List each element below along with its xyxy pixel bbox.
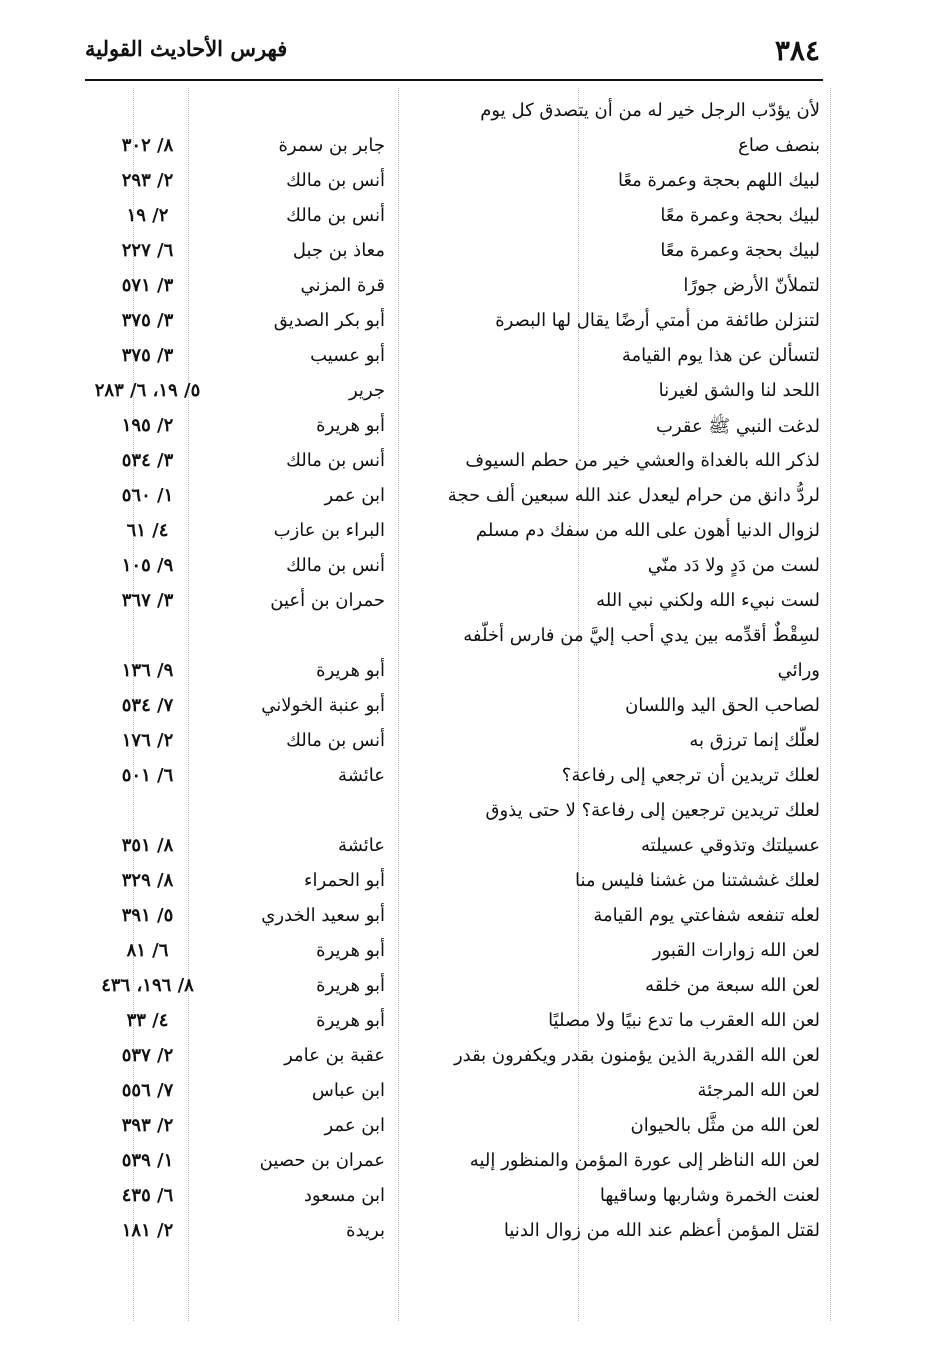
volume-page-ref: ٥/ ١٩، ٦/ ٢٨٣	[94, 380, 201, 401]
entry-line	[85, 96, 820, 131]
index-entry	[85, 411, 820, 446]
narrator-name: البراء بن عازب	[273, 520, 385, 541]
header-rule	[85, 79, 823, 81]
volume-page-ref: ٢/ ١٩	[126, 205, 169, 226]
entry-line	[85, 971, 820, 1006]
narrator-name: أبو هريرة	[316, 940, 385, 961]
hadith-text: لعنت الخمرة وشاربها وساقيها	[599, 1185, 820, 1206]
entry-line	[85, 621, 820, 656]
hadith-text: لعن الله القدرية الذين يؤمنون بقدر ويكفرون بقدر	[453, 1045, 820, 1066]
narrator-name: عائشة	[338, 765, 385, 786]
entry-line	[85, 376, 820, 411]
volume-page-ref: ٢/ ١٧٦	[121, 730, 174, 751]
narrator-name: أبو هريرة	[316, 415, 385, 436]
volume-page-ref: ٦/ ٤٣٥	[121, 1185, 174, 1206]
index-entry	[85, 866, 820, 901]
volume-page-ref: ٢/ ١٨١	[121, 1220, 174, 1241]
volume-page-ref: ٢/ ٢٩٣	[121, 170, 174, 191]
hadith-index-list	[85, 96, 820, 1251]
volume-page-ref: ٨/ ١٩٦، ٤٣٦	[101, 975, 194, 996]
narrator-name: أنس بن مالك	[286, 555, 385, 576]
volume-page-ref: ٥/ ٣٩١	[121, 905, 174, 926]
index-entry	[85, 1006, 820, 1041]
hadith-text: لعن الله من مثَّل بالحيوان	[630, 1115, 820, 1136]
index-entry	[85, 1111, 820, 1146]
narrator-name: جابر بن سمرة	[278, 135, 385, 156]
hadith-text: لعن الله سبعة من خلقه	[645, 975, 820, 996]
entry-line	[85, 1111, 820, 1146]
narrator-name: جرير	[349, 380, 385, 401]
index-entry	[85, 761, 820, 796]
index-entry	[85, 691, 820, 726]
entry-line	[85, 1041, 820, 1076]
volume-page-ref: ٩/ ١٠٥	[121, 555, 174, 576]
volume-page-ref: ٣/ ٣٧٥	[121, 310, 174, 331]
entry-line	[85, 201, 820, 236]
volume-page-ref: ٤/ ٦١	[126, 520, 169, 541]
index-entry	[85, 201, 820, 236]
narrator-name: أنس بن مالك	[286, 730, 385, 751]
hadith-text: عسيلتك وتذوقي عسيلته	[641, 835, 820, 856]
narrator-name: ابن عباس	[311, 1080, 385, 1101]
hadith-text: لدغت النبي ﷺ عقرب	[655, 416, 820, 437]
entry-line	[85, 306, 820, 341]
index-entry	[85, 516, 820, 551]
hadith-text: لتنزلن طائفة من أمتي أرضًا يقال لها البصرة	[495, 310, 820, 331]
volume-page-ref: ٢/ ٣٩٣	[121, 1115, 174, 1136]
volume-page-ref: ٤/ ٣٣	[126, 1010, 169, 1031]
entry-line	[85, 796, 820, 831]
volume-page-ref: ٨/ ٣٢٩	[121, 870, 174, 891]
index-entry	[85, 1041, 820, 1076]
entry-line	[85, 1006, 820, 1041]
index-entry	[85, 1181, 820, 1216]
entry-line	[85, 901, 820, 936]
index-entry	[85, 271, 820, 306]
entry-line	[85, 481, 820, 516]
page-title: فهرس الأحاديث القولية	[85, 36, 288, 61]
hadith-text: لبيك اللهم بحجة وعمرة معًا	[617, 170, 820, 191]
hadith-text: لعن الله زوارات القبور	[652, 940, 820, 961]
hadith-text: لردُّ دانق من حرام ليعدل عند الله سبعين ألف حجة	[447, 485, 820, 506]
entry-line	[85, 1181, 820, 1216]
narrator-name: بريدة	[346, 1220, 385, 1241]
narrator-name: أبو عسيب	[310, 345, 385, 366]
entry-line	[85, 166, 820, 201]
hadith-text: لصاحب الحق اليد واللسان	[625, 695, 820, 716]
entry-line	[85, 1076, 820, 1111]
index-entry	[85, 551, 820, 586]
hadith-text: لست من دَدٍ ولا دَد منّي	[647, 555, 820, 576]
narrator-name: أنس بن مالك	[286, 170, 385, 191]
narrator-name: أبو عنبة الخولاني	[261, 695, 385, 716]
page-header	[85, 26, 820, 74]
volume-page-ref: ٧/ ٥٥٦	[121, 1080, 174, 1101]
entry-line	[85, 516, 820, 551]
volume-page-ref: ٢/ ١٩٥	[121, 415, 174, 436]
hadith-text: لزوال الدنيا أهون على الله من سفك دم مسلم	[475, 520, 820, 541]
entry-line	[85, 551, 820, 586]
index-entry	[85, 971, 820, 1006]
hadith-text: لعن الله الناظر إلى عورة المؤمن والمنظور إليه	[469, 1150, 820, 1171]
volume-page-ref: ١/ ٥٣٩	[121, 1150, 174, 1171]
narrator-name: ابن عمر	[324, 1115, 385, 1136]
volume-page-ref: ١/ ٥٦٠	[121, 485, 174, 506]
entry-line	[85, 1216, 820, 1251]
hadith-text: لتسألن عن هذا يوم القيامة	[621, 345, 820, 366]
narrator-name: عمران بن حصين	[259, 1150, 385, 1171]
index-entry	[85, 586, 820, 621]
volume-page-ref: ٣/ ٣٦٧	[121, 590, 174, 611]
entry-line	[85, 271, 820, 306]
hadith-text: لعلك تريدين ترجعين إلى رفاعة؟ لا حتى يذوق	[485, 800, 820, 821]
hadith-text: لبيك بحجة وعمرة معًا	[660, 240, 820, 261]
narrator-name: أبو هريرة	[316, 660, 385, 681]
narrator-name: أبو الحمراء	[304, 870, 385, 891]
index-entry	[85, 96, 820, 166]
hadith-text: لعلك غششتنا من غشنا فليس منا	[574, 870, 820, 891]
index-entry	[85, 341, 820, 376]
entry-line	[85, 936, 820, 971]
hadith-text: لبيك بحجة وعمرة معًا	[660, 205, 820, 226]
narrator-name: عائشة	[338, 835, 385, 856]
hadith-text: لسِقْطٌ أقدِّمه بين يدي أحب إليَّ من فارس أخلّفه	[463, 625, 820, 646]
volume-page-ref: ٦/ ٨١	[126, 940, 169, 961]
narrator-name: أنس بن مالك	[286, 450, 385, 471]
narrator-name: قرة المزني	[300, 275, 385, 296]
hadith-text: لقتل المؤمن أعظم عند الله من زوال الدنيا	[503, 1220, 820, 1241]
hadith-text: لذكر الله بالغداة والعشي خير من حطم السيوف	[465, 450, 820, 471]
index-entry	[85, 306, 820, 341]
narrator-name: عقبة بن عامر	[284, 1045, 385, 1066]
narrator-name: أبو هريرة	[316, 975, 385, 996]
hadith-text: لعن الله العقرب ما تدع نبيًا ولا مصليًا	[548, 1010, 820, 1031]
narrator-name: أبو بكر الصديق	[273, 310, 385, 331]
entry-line	[85, 656, 820, 691]
entry-line	[85, 761, 820, 796]
entry-line	[85, 446, 820, 481]
volume-page-ref: ٢/ ٥٣٧	[121, 1045, 174, 1066]
page-number: ٣٨٤	[774, 34, 820, 67]
narrator-name: ابن مسعود	[303, 1185, 385, 1206]
index-entry	[85, 936, 820, 971]
hadith-text: ورائي	[777, 660, 820, 681]
narrator-name: حمران بن أعين	[270, 590, 385, 611]
hadith-text: لتملأنّ الأرض جورًا	[683, 275, 820, 296]
narrator-name: أبو سعيد الخدري	[261, 905, 385, 926]
index-entry	[85, 1146, 820, 1181]
index-entry	[85, 796, 820, 866]
index-entry	[85, 236, 820, 271]
hadith-text: اللحد لنا والشق لغيرنا	[658, 380, 820, 401]
hadith-text: لعلّك إنما ترزق به	[689, 730, 820, 751]
hadith-text: لعله تنفعه شفاعتي يوم القيامة	[593, 905, 820, 926]
hadith-text: لست نبيء الله ولكني نبي الله	[596, 590, 820, 611]
hadith-text: بنصف صاع	[738, 135, 820, 156]
hadith-text: لعلك تريدين أن ترجعي إلى رفاعة؟	[561, 765, 820, 786]
entry-line	[85, 131, 820, 166]
index-entry	[85, 1216, 820, 1251]
entry-line	[85, 1146, 820, 1181]
entry-line	[85, 726, 820, 761]
index-entry	[85, 481, 820, 516]
volume-page-ref: ٦/ ٢٢٧	[121, 240, 174, 261]
volume-page-ref: ٦/ ٥٠١	[121, 765, 174, 786]
narrator-name: أنس بن مالك	[286, 205, 385, 226]
index-entry	[85, 166, 820, 201]
volume-page-ref: ٣/ ٣٧٥	[121, 345, 174, 366]
volume-page-ref: ٣/ ٥٣٤	[121, 450, 174, 471]
index-entry	[85, 376, 820, 411]
column-guide	[830, 88, 831, 1321]
hadith-text: لأن يؤدّب الرجل خير له من أن يتصدق كل يوم	[480, 100, 820, 121]
volume-page-ref: ٧/ ٥٣٤	[121, 695, 174, 716]
entry-line	[85, 341, 820, 376]
narrator-name: ابن عمر	[324, 485, 385, 506]
index-entry	[85, 901, 820, 936]
volume-page-ref: ٩/ ١٣٦	[121, 660, 174, 681]
volume-page-ref: ٣/ ٥٧١	[121, 275, 174, 296]
narrator-name: معاذ بن جبل	[292, 240, 385, 261]
index-entry	[85, 1076, 820, 1111]
entry-line	[85, 831, 820, 866]
index-entry	[85, 621, 820, 691]
entry-line	[85, 586, 820, 621]
narrator-name: أبو هريرة	[316, 1010, 385, 1031]
hadith-text: لعن الله المرجئة	[697, 1080, 820, 1101]
volume-page-ref: ٨/ ٣٥١	[121, 835, 174, 856]
index-entry	[85, 726, 820, 761]
entry-line	[85, 691, 820, 726]
index-entry	[85, 446, 820, 481]
volume-page-ref: ٨/ ٣٠٢	[121, 135, 174, 156]
entry-line	[85, 411, 820, 446]
entry-line	[85, 866, 820, 901]
entry-line	[85, 236, 820, 271]
